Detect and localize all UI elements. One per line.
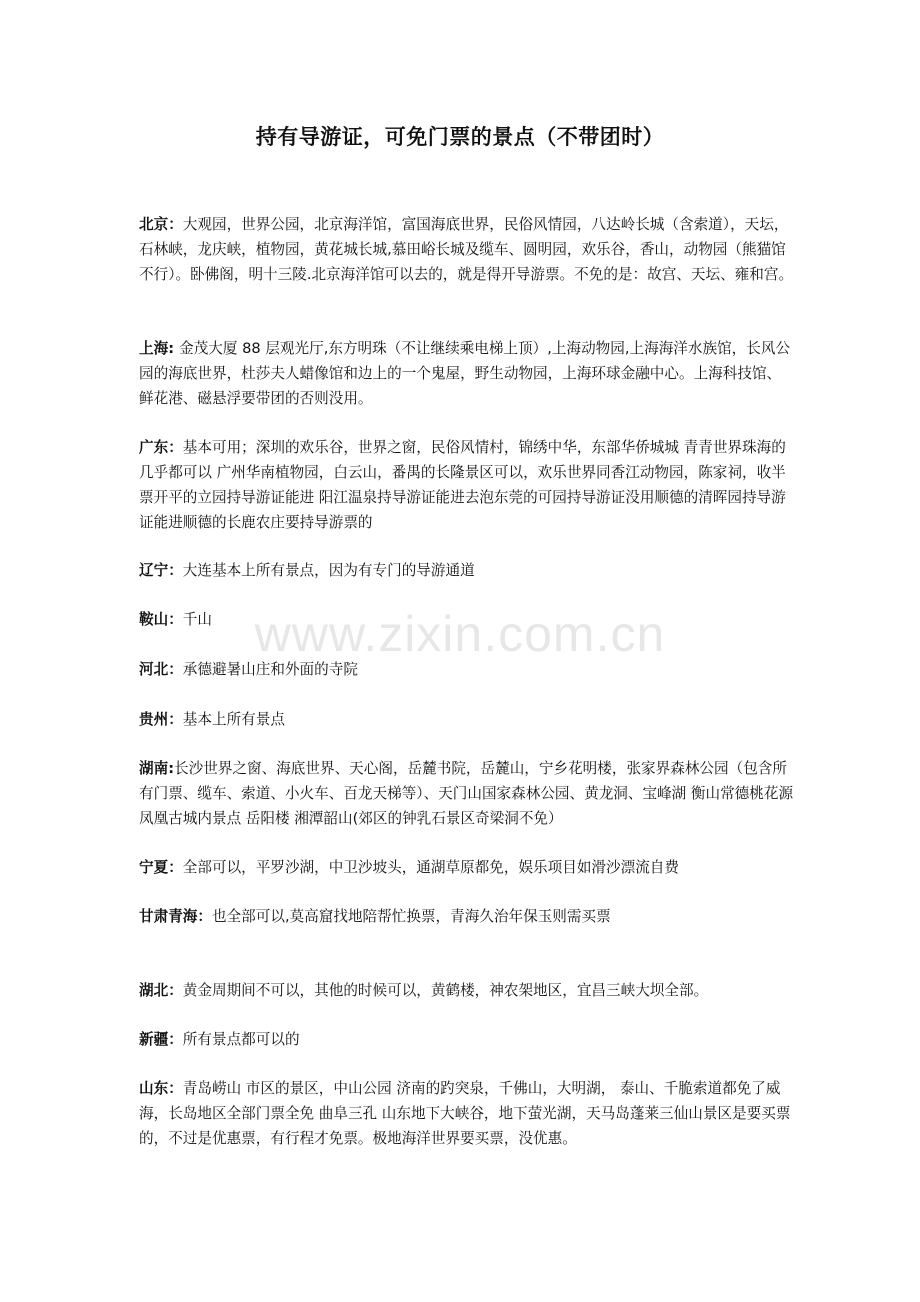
entry-shandong — [139, 1076, 794, 1151]
entry-label: 辽宁： — [139, 562, 183, 579]
entry-label: 河北： — [139, 661, 183, 678]
entry-text: 承德避暑山庄和外面的寺院 — [182, 661, 358, 678]
entry-label: 湖北： — [139, 982, 183, 999]
entry-liaoning — [139, 558, 794, 583]
entry-gansu-qinghai — [139, 904, 794, 929]
entry-text: 长沙世界之窗、海底世界、天心阁，岳麓书院，岳麓山，宁乡花明楼，张家界森林公园（包含所有门票、缆车、索道、小火车、百龙天梯等）、天门山国家森林公园、黄龙洞、宝峰湖 衡山常德桃花源 凤凰古城内景点 岳阳楼 湘潭韶山(郊区的钟乳石景区奇梁洞不免） — [139, 760, 794, 827]
entry-text: 基本上所有景点 — [182, 711, 285, 728]
entry-label: 甘肃青海： — [139, 908, 212, 925]
entry-shanghai — [139, 336, 794, 411]
entry-hubei — [139, 978, 794, 1003]
entry-label: 新疆： — [139, 1031, 183, 1048]
entry-beijing — [139, 212, 794, 287]
entry-ningxia — [139, 855, 794, 880]
document-title: 持有导游证，可免门票的景点（不带团时） — [255, 125, 665, 149]
entry-label: 湖南: — [139, 760, 175, 777]
entry-label: 北京： — [139, 216, 183, 233]
entry-label: 宁夏： — [139, 859, 183, 876]
entry-text: 基本可用；深圳的欢乐谷，世界之窗，民俗风情村，锦绣中华，东部华侨城城 青青世界珠海的几乎都可以 广州华南植物园，白云山，番禺的长隆景区可以，欢乐世界同香江动物园，陈家祠，收半票开平的立园持导游证能进 阳江温泉持导游证能进去泡东莞的可园持导游证没用顺德的清晖园持导游证能进顺德的长鹿农庄要持导游票的 — [139, 439, 786, 531]
entry-text: 青岛崂山 市区的景区，中山公园 济南的趵突泉，千佛山，大明湖， 泰山、千脆索道都免了威海，长岛地区全部门票全免 曲阜三孔 山东地下大峡谷，地下萤光湖，天马岛蓬莱三仙山景区是要买票的，不过是优惠票，有行程才免票。极地海洋世界要买票，没优惠。 — [139, 1080, 791, 1147]
entry-label: 广东： — [139, 439, 183, 456]
entry-text: 大连基本上所有景点，因为有专门的导游通道 — [182, 562, 475, 579]
entry-text: 所有景点都可以的 — [182, 1031, 300, 1048]
entry-text: 也全部可以,莫高窟找地陪帮忙换票，青海久治年保玉则需买票 — [211, 908, 611, 925]
entry-text: 黄金周期间不可以，其他的时候可以，黄鹤楼，神农架地区，宜昌三峡大坝全部。 — [182, 982, 709, 999]
entry-label: 贵州： — [139, 711, 183, 728]
entry-hebei — [139, 657, 794, 682]
entry-guizhou — [139, 707, 794, 732]
entry-xinjiang — [139, 1027, 794, 1052]
entry-label: 山东： — [139, 1080, 183, 1097]
entry-text: 金茂大厦 88 层观光厅,东方明珠（不让继续乘电梯上顶）,上海动物园,上海海洋水族馆，长风公园的海底世界，杜莎夫人蜡像馆和边上的一个鬼屋，野生动物园，上海环球金融中心。上海科技馆、鲜花港、磁悬浮要带团的否则没用。 — [139, 340, 791, 407]
entry-text: 千山 — [182, 611, 212, 628]
entry-hunan — [139, 756, 794, 831]
entry-label: 上海: — [139, 340, 180, 357]
entry-label: 鞍山： — [139, 611, 183, 628]
watermark: www.zixin.com.cn — [254, 606, 666, 662]
entry-text: 全部可以，平罗沙湖，中卫沙坡头，通湖草原都免，娱乐项目如滑沙漂流自费 — [182, 859, 679, 876]
entry-guangdong — [139, 435, 794, 535]
entry-anshan — [139, 607, 794, 632]
entry-text: 大观园，世界公园，北京海洋馆，富国海底世界，民俗风情园，八达岭长城（含索道），天坛，石林峡，龙庆峡，植物园，黄花城长城,慕田峪长城及缆车、圆明园，欢乐谷，香山，动物园（熊猫馆不行）。卧佛阁，明十三陵.北京海洋馆可以去的，就是得开导游票。不免的是：故宫、天坛、雍和宫。 — [139, 216, 794, 283]
